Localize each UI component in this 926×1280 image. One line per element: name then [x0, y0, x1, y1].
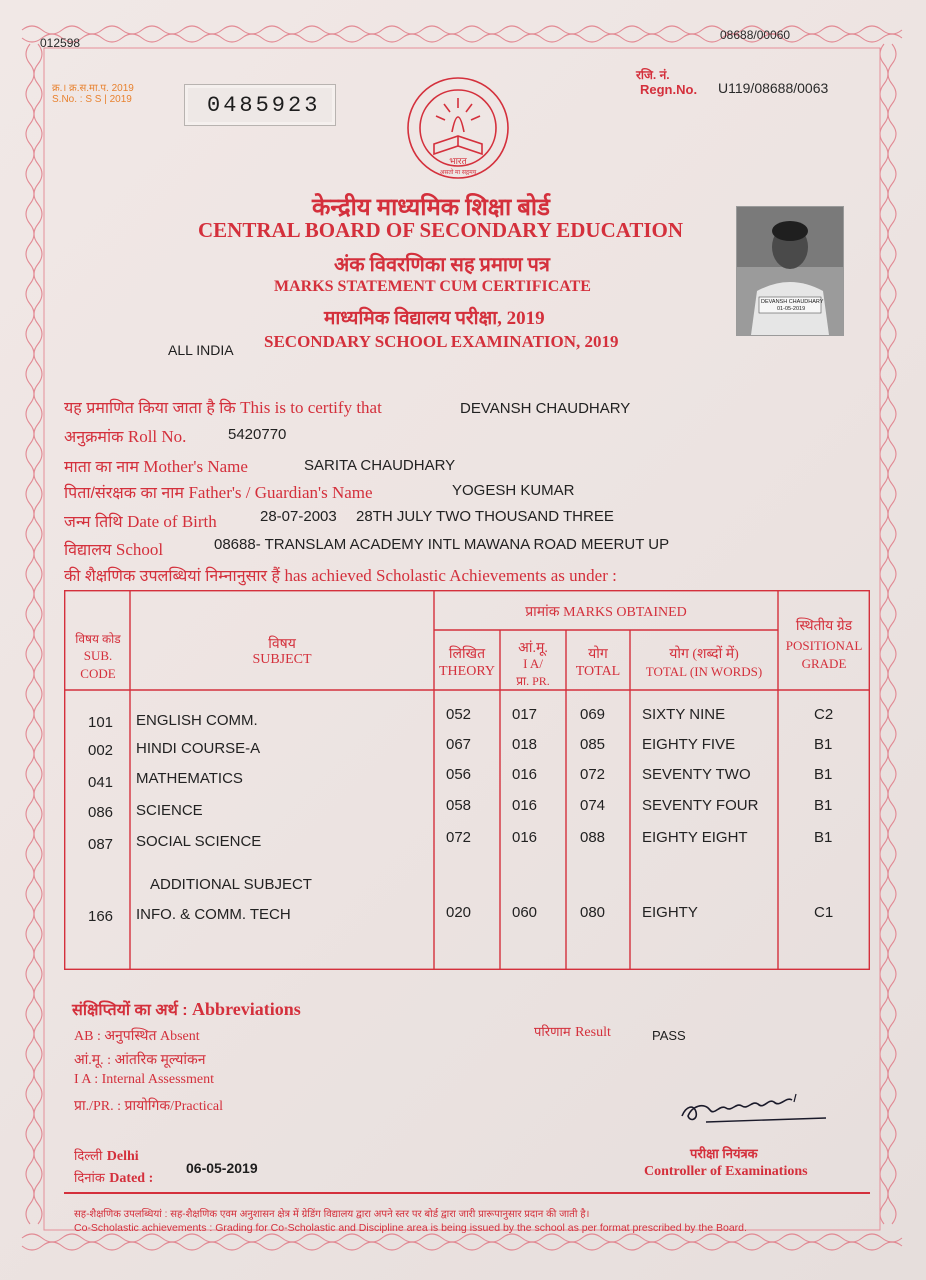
cell-words: EIGHTY — [642, 904, 698, 921]
top-left-code: 012598 — [40, 36, 81, 50]
serial-number: 0485923 — [207, 93, 321, 118]
controller-label-english: Controller of Examinations — [644, 1164, 808, 1179]
col-code-hindi: विषय कोड — [75, 632, 121, 646]
cell-subject: ENGLISH COMM. — [136, 712, 258, 729]
cell-total: 069 — [580, 706, 606, 723]
dob-line — [64, 510, 217, 532]
col-ia-hindi: आं.मू. — [518, 641, 548, 656]
cell-theory: 058 — [446, 797, 472, 814]
emblem-word: भारत — [449, 156, 467, 166]
col-theory-hindi: लिखित — [448, 647, 486, 662]
cell-ia: 060 — [512, 904, 538, 921]
cell-grade: B1 — [814, 766, 833, 783]
roll-number: 5420770 — [228, 426, 287, 443]
col-grade-en-1: POSITIONAL — [785, 638, 863, 653]
certify-label-hindi: यह प्रमाणित किया जाता है कि — [64, 400, 236, 417]
mother-label-hindi: माता का नाम — [64, 459, 139, 476]
cell-code: 002 — [88, 742, 114, 759]
result-label-english: Result — [575, 1025, 611, 1040]
cell-total: 085 — [580, 736, 606, 753]
cell-ia: 016 — [512, 766, 538, 783]
cell-theory: 020 — [446, 904, 472, 921]
emblem-motto: असतो मा सद्गमय — [439, 170, 477, 176]
father-label-hindi: पिता/संरक्षक का नाम — [64, 485, 184, 502]
achievement-label-english: has achieved Scholastic Achievements as under : — [284, 566, 617, 585]
abbr-ia-hindi: आं.मू. : आंतरिक मूल्यांकन — [74, 1053, 206, 1068]
abbr-ia-english: I A : Internal Assessment — [74, 1072, 214, 1087]
col-code-en-2: CODE — [80, 666, 116, 681]
board-title-english: CENTRAL BOARD OF SECONDARY EDUCATION — [198, 218, 684, 242]
cell-ia: 016 — [512, 797, 538, 814]
regn-label: Regn.No. — [640, 82, 698, 97]
exam-scope: ALL INDIA — [168, 342, 234, 358]
result-label — [534, 1022, 611, 1041]
exam-title-hindi: माध्यमिक विद्यालय परीक्षा, 2019 — [324, 308, 545, 329]
place-line — [74, 1146, 139, 1165]
school-label-hindi: विद्यालय — [64, 542, 112, 559]
cell-theory: 072 — [446, 829, 472, 846]
roll-label-hindi: अनुक्रमांक — [64, 429, 124, 446]
school-name: 08688- TRANSLAM ACADEMY INTL MAWANA ROAD MEERUT UP — [214, 536, 670, 553]
certify-line — [64, 396, 382, 418]
dated-hindi: दिनांक — [74, 1170, 105, 1185]
col-marks-english: MARKS OBTAINED — [563, 605, 687, 620]
cell-subject: HINDI COURSE-A — [136, 740, 261, 757]
col-words-english: TOTAL (IN WORDS) — [645, 664, 763, 679]
dated-english: Dated : — [109, 1171, 154, 1186]
col-grade-en-2: GRADE — [801, 656, 847, 671]
photo-caption-name: DEVANSH CHAUDHARY — [761, 299, 824, 305]
student-name: DEVANSH CHAUDHARY — [460, 400, 631, 417]
abbreviations-title — [72, 998, 301, 1020]
student-photo-figure — [737, 207, 843, 335]
coscholastic-note-hindi: सह-शैक्षणिक उपलब्धियां : सह-शैक्षणिक एवम अनुशासन क्षेत्र में ग्रेडिंग विद्यालय द्वारा अपने स्तर पर बोर्ड द्वारा जारी प्रारूपानुसार प्रदान की जाती है। — [74, 1209, 590, 1220]
cell-code: 086 — [88, 804, 114, 821]
dated-line — [74, 1168, 153, 1187]
cell-code: 101 — [88, 714, 114, 731]
col-subject-hindi: विषय — [268, 637, 296, 652]
cell-subject: SCIENCE — [136, 802, 203, 819]
cell-grade: B1 — [814, 736, 833, 753]
cell-grade: C2 — [814, 706, 834, 723]
roll-label-english: Roll No. — [127, 427, 187, 446]
cell-theory: 056 — [446, 766, 472, 783]
dob-value: 28-07-2003 — [260, 508, 337, 525]
serial-number-box — [184, 84, 336, 126]
result-label-hindi: परिणाम — [534, 1024, 571, 1039]
school-line — [64, 538, 163, 560]
cell-total: 088 — [580, 829, 606, 846]
father-label-english: Father's / Guardian's Name — [188, 483, 373, 502]
dob-label-english: Date of Birth — [127, 512, 217, 531]
place-hindi: दिल्ली — [74, 1148, 103, 1163]
top-right-code: 08688/00060 — [720, 28, 791, 42]
col-marks-title — [434, 602, 778, 621]
cell-total: 080 — [580, 904, 606, 921]
col-total-hindi: योग — [588, 647, 608, 662]
regn-number: U119/08688/0063 — [718, 80, 829, 96]
cell-subject: SOCIAL SCIENCE — [136, 833, 262, 850]
cell-words: EIGHTY FIVE — [642, 736, 736, 753]
cell-words: SIXTY NINE — [642, 706, 726, 723]
statement-title-english: MARKS STATEMENT CUM CERTIFICATE — [274, 278, 591, 295]
certify-label-english: This is to certify that — [240, 398, 382, 417]
footer-divider — [64, 1192, 870, 1194]
student-photo — [736, 206, 844, 336]
cell-total: 072 — [580, 766, 606, 783]
controller-label-hindi: परीक्षा नियंत्रक — [690, 1146, 758, 1161]
col-code-en-1: SUB. — [83, 648, 113, 663]
cell-theory: 067 — [446, 736, 472, 753]
col-subject-english: SUBJECT — [252, 652, 312, 667]
exam-title-english: SECONDARY SCHOOL EXAMINATION, 2019 — [264, 332, 619, 351]
roll-line — [64, 425, 186, 447]
sno-label-hindi: क्र.। क्र.स.मा.प. 2019 — [52, 83, 134, 94]
cell-grade: B1 — [814, 829, 833, 846]
statement-title-hindi: अंक विवरणिका सह प्रमाण पत्र — [334, 254, 550, 276]
mother-line — [64, 455, 248, 477]
cell-words: SEVENTY FOUR — [642, 797, 759, 814]
dob-label-hindi: जन्म तिथि — [64, 514, 123, 531]
cell-code: 041 — [88, 774, 114, 791]
cell-ia: 018 — [512, 736, 538, 753]
school-label-english: School — [115, 540, 164, 559]
place-english: Delhi — [106, 1149, 139, 1164]
marks-table — [64, 590, 870, 970]
additional-subject-label: ADDITIONAL SUBJECT — [150, 876, 312, 893]
col-marks-hindi: प्रामांक — [525, 605, 560, 620]
col-pr-english: प्रा. PR. — [516, 674, 550, 688]
cell-subject: INFO. & COMM. TECH — [136, 906, 291, 923]
cell-code: 166 — [88, 908, 114, 925]
controller-signature-icon — [676, 1088, 836, 1130]
cell-total: 074 — [580, 797, 606, 814]
achievement-line — [64, 564, 617, 586]
father-name: YOGESH KUMAR — [452, 482, 575, 499]
cell-ia: 016 — [512, 829, 538, 846]
cell-words: EIGHTY EIGHT — [642, 829, 748, 846]
dob-words: 28TH JULY TWO THOUSAND THREE — [356, 508, 614, 525]
cell-code: 087 — [88, 836, 114, 853]
abbr-practical: प्रा./PR. : प्रायोगिक/Practical — [74, 1099, 223, 1114]
sno-label-english: S.No. : S S | 2019 — [52, 94, 132, 105]
col-ia-english: I A/ — [523, 656, 543, 671]
mother-label-english: Mother's Name — [143, 457, 248, 476]
father-line — [64, 481, 373, 503]
col-theory-english: THEORY — [439, 664, 495, 679]
board-title-hindi: केन्द्रीय माध्यमिक शिक्षा बोर्ड — [312, 195, 550, 221]
col-words-hindi: योग (शब्दों में) — [669, 647, 739, 662]
issue-date: 06-05-2019 — [186, 1160, 258, 1176]
regn-label-hindi: रजि. नं. — [636, 68, 670, 82]
abbr-absent: AB : अनुपस्थित Absent — [74, 1029, 200, 1044]
photo-caption-date: 01-05-2019 — [777, 306, 806, 312]
col-grade-hindi: स्थितीय ग्रेड — [795, 619, 853, 634]
cell-theory: 052 — [446, 706, 472, 723]
col-total-english: TOTAL — [575, 664, 621, 679]
cell-grade: C1 — [814, 904, 834, 921]
cell-words: SEVENTY TWO — [642, 766, 751, 783]
cell-subject: MATHEMATICS — [136, 770, 243, 787]
abbreviations-title-hindi: संक्षिप्तियों का अर्थ : — [72, 1002, 188, 1019]
cell-grade: B1 — [814, 797, 833, 814]
result-value: PASS — [652, 1028, 686, 1043]
coscholastic-note-english: Co-Scholastic achievements : Grading for Co-Scholastic and Discipline area is being issued by the school as per format prescribed by the Board. — [74, 1222, 747, 1234]
cell-ia: 017 — [512, 706, 538, 723]
mother-name: SARITA CHAUDHARY — [304, 457, 456, 474]
achievement-label-hindi: की शैक्षणिक उपलब्धियां निम्नानुसार हैं — [64, 568, 281, 585]
cbse-emblem-icon — [400, 74, 516, 186]
abbreviations-title-english: Abbreviations — [192, 999, 301, 1019]
